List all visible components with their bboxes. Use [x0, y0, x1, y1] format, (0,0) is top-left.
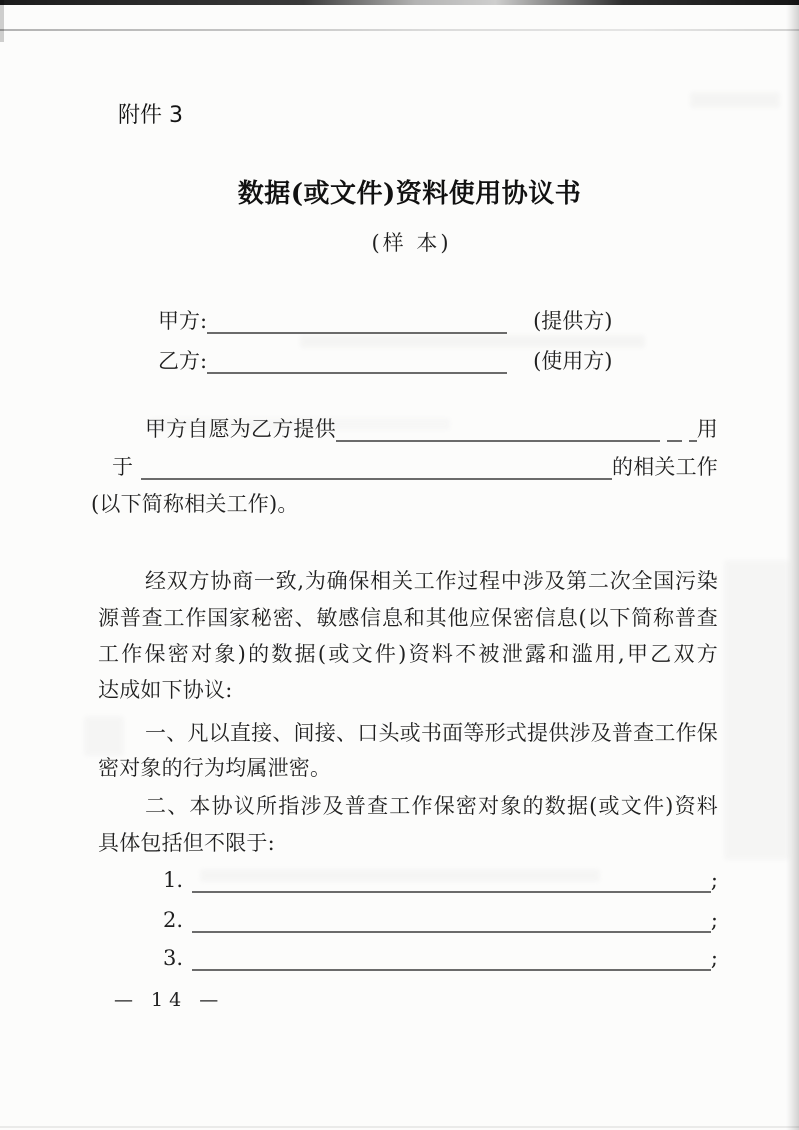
- list-item-1-blank[interactable]: [192, 865, 711, 893]
- scan-fold-line: [0, 29, 799, 31]
- clause-1-line: 一、凡以直接、间接、口头或书面等形式提供涉及普查工作保: [145, 721, 718, 745]
- page-number: — 14 —: [114, 989, 225, 1011]
- list-item-2-blank[interactable]: [192, 905, 711, 933]
- provided-content-blank[interactable]: [336, 414, 660, 442]
- list-item-3-blank[interactable]: [192, 943, 711, 971]
- list-item-punct: ;: [710, 868, 718, 892]
- intro-line-1-tail: 用: [696, 417, 718, 441]
- list-item-3: [163, 943, 718, 973]
- party-a-label: 甲方:: [158, 309, 208, 333]
- party-a-row: [158, 306, 660, 336]
- agreement-line: 经双方协商一致,为确保相关工作过程中涉及第二次全国污染: [145, 569, 718, 593]
- list-item-punct: ;: [710, 908, 718, 932]
- document-title: 数据(或文件)资料使用协议书: [237, 179, 582, 209]
- intro-line-1: [145, 414, 718, 444]
- party-a-name-blank[interactable]: [207, 306, 507, 334]
- intro-line-1-text: 甲方自愿为乙方提供: [145, 417, 336, 441]
- list-item-number: 3.: [163, 946, 184, 970]
- clause-1-line: 密对象的行为均属泄密。: [98, 756, 332, 780]
- provided-content-blank-dash[interactable]: [689, 414, 697, 442]
- party-a-role: (提供方): [533, 309, 613, 333]
- list-item-number: 2.: [163, 908, 184, 932]
- party-b-row: [158, 346, 660, 376]
- scan-bottom-edge: [0, 1126, 799, 1128]
- agreement-line: 工作保密对象)的数据(或文件)资料不被泄露和滥用,甲乙双方: [98, 642, 718, 666]
- agreement-line: 达成如下协议:: [98, 678, 233, 702]
- agreement-line: 源普查工作国家秘密、敏感信息和其他应保密信息(以下简称普查: [98, 606, 718, 630]
- party-b-role: (使用方): [533, 349, 613, 373]
- intro-line-3: (以下简称相关工作)。: [91, 492, 299, 516]
- bleed-artifact: [724, 560, 790, 860]
- scan-left-edge: [0, 0, 4, 42]
- clause-2-line: 二、本协议所指涉及普查工作保密对象的数据(或文件)资料: [145, 794, 718, 818]
- party-b-name-blank[interactable]: [207, 346, 507, 374]
- party-b-label: 乙方:: [158, 349, 208, 373]
- clause-2-line: 具体包括但不限于:: [98, 831, 275, 855]
- list-item-punct: ;: [710, 946, 718, 970]
- scan-right-shadow: [786, 0, 799, 1130]
- intro-line-2-text: 于: [112, 455, 134, 479]
- document-subtitle: (样 本): [371, 231, 452, 255]
- bleed-artifact: [690, 92, 780, 108]
- attachment-label: 附件 3: [118, 103, 183, 128]
- bleed-artifact: [84, 716, 124, 756]
- intro-line-2-tail: 的相关工作: [612, 455, 718, 479]
- list-item-2: [163, 905, 718, 935]
- intro-line-2: [112, 452, 718, 482]
- provided-content-blank-dash[interactable]: [667, 414, 682, 442]
- list-item-1: [163, 865, 718, 895]
- usage-purpose-blank[interactable]: [141, 452, 612, 480]
- list-item-number: 1.: [163, 868, 184, 892]
- scan-top-edge: [0, 0, 799, 5]
